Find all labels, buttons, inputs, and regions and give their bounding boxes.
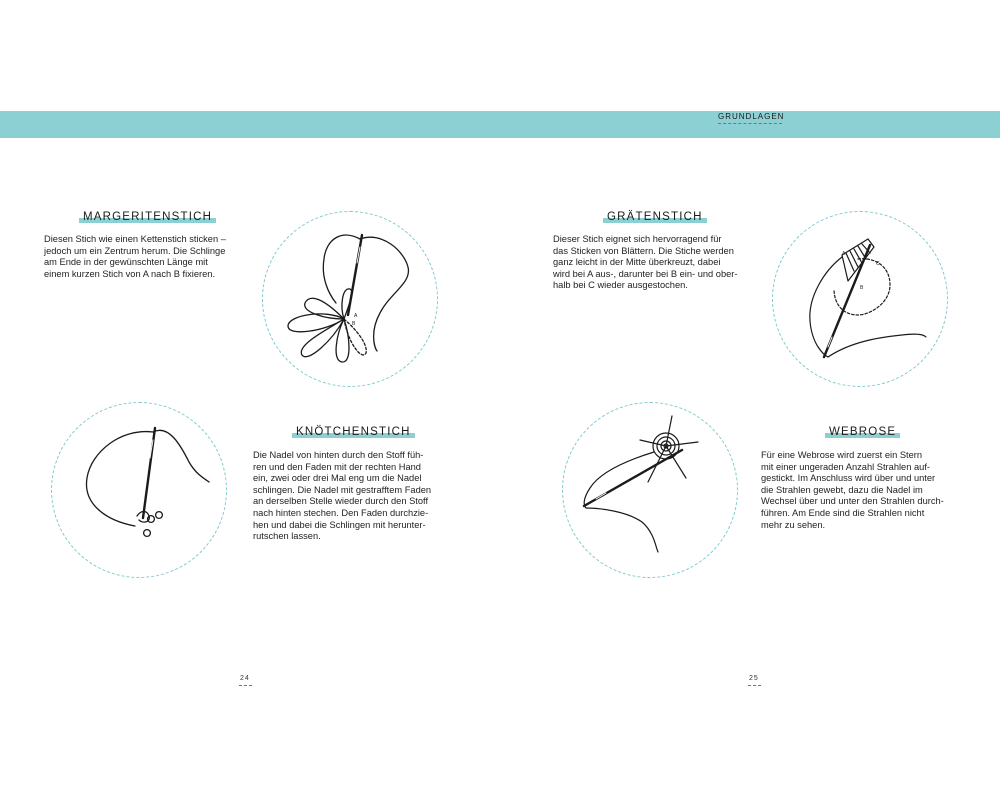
text-line: jedoch um ein Zentrum herum. Die Schlinge [44, 245, 226, 256]
text-margeritenstich [44, 234, 226, 280]
thread [586, 508, 658, 552]
text-line: rutschen lassen. [253, 531, 321, 542]
label-a: A [354, 313, 358, 319]
text-line: ein, zwei oder drei Mal eng um die Nadel [253, 473, 422, 484]
graetenstich-illustration [772, 211, 948, 387]
heading-graetenstich: GRÄTENSTICH [603, 211, 707, 224]
label-c: C [876, 261, 880, 267]
text-webrose [761, 450, 944, 531]
margeritenstich-illustration [262, 211, 438, 387]
page-number-rule [239, 685, 252, 686]
thread [810, 257, 842, 357]
knot [144, 530, 151, 537]
running-head: GRUNDLAGEN [718, 112, 785, 121]
text-line: einem kurzen Stich von A nach B fixieren. [44, 268, 216, 279]
running-head-rule [718, 123, 782, 124]
text-line: mehr zu sehen. [761, 519, 826, 530]
text-line: Wechsel über und unter den Strahlen durch- [761, 496, 944, 507]
text-knoetchenstich [253, 450, 431, 543]
text-line: Dieser Stich eignet sich hervorragend für [553, 234, 722, 244]
label-a: A [842, 251, 846, 257]
heading-knoetchenstich: KNÖTCHENSTICH [292, 426, 415, 439]
text-line: Für eine Webrose wird zuerst ein Stern [761, 450, 923, 460]
text-line: die Strahlen gewebt, dazu die Nadel im [761, 484, 923, 495]
text-line: Diesen Stich wie einen Kettenstich sticken – [44, 234, 226, 244]
text-line: nach hinten stechen. Den Faden durchzie- [253, 507, 429, 518]
text-line: das Sticken von Blättern. Die Stiche werden [553, 245, 734, 256]
text-line: halb bei C wieder ausgestochen. [553, 280, 688, 291]
knot [156, 512, 163, 519]
thread [153, 430, 209, 482]
label-b: B [352, 321, 356, 327]
text-line: mit einer ungeraden Anzahl Strahlen auf- [761, 461, 931, 472]
heading-margeritenstich: MARGERITENSTICH [79, 211, 216, 224]
webrose-illustration [562, 402, 738, 578]
label-b: B [860, 285, 864, 291]
text-graetenstich [553, 234, 738, 292]
page-number-right: 25 [749, 675, 759, 682]
petal [288, 314, 344, 332]
header-band [0, 111, 1000, 138]
page-number-rule [748, 685, 761, 686]
knoetchenstich-illustration [51, 402, 227, 578]
thread [323, 235, 360, 303]
text-line: Die Nadel von hinten durch den Stoff füh- [253, 450, 424, 460]
text-line: hen und dabei die Schlingen mit herunter- [253, 519, 426, 530]
text-line: ganz leicht in der Mitte überkreuzt, dabei [553, 257, 721, 268]
thread [828, 334, 926, 357]
text-line: gestickt. Im Anschluss wird über und unter [761, 473, 936, 484]
text-line: schlingen. Die Nadel mit gestrafftem Faden [253, 484, 432, 495]
text-line: an derselben Stelle wieder durch den Stoff [253, 496, 429, 507]
thread [360, 237, 408, 351]
text-line: führen. Am Ende sind die Strahlen nicht [761, 507, 925, 518]
petal [336, 319, 349, 362]
text-line: ren und den Faden mit der rechten Hand [253, 461, 421, 472]
heading-webrose: WEBROSE [825, 426, 900, 439]
text-line: wird bei A aus-, darunter bei B ein- und ober- [553, 268, 738, 279]
text-line: am Ende in der gewünschten Länge mit [44, 257, 208, 268]
page-number-left: 24 [240, 675, 250, 682]
star-rays [640, 416, 698, 482]
